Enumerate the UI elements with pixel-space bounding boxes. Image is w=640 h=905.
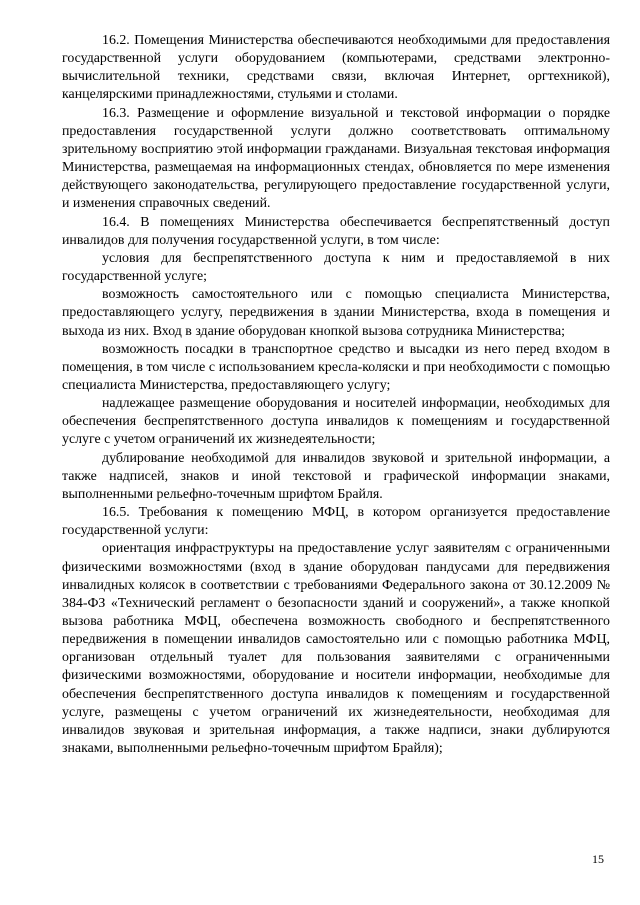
paragraph-16-2: 16.2. Помещения Министерства обеспечиваются необходимыми для предоставления государственной услуги оборудованием (компьютерами, средствами электронно-вычислительной техники, средствами связи, включая Интернет, оргтехникой), канцелярскими принадлежностями, стульями и столами. <box>62 33 610 103</box>
list-item-transport: возможность посадки в транспортное средство и высадки из него перед входом в помещения, в том числе с использованием кресла-коляски и при необходимости с помощью специалиста Министерства, предоставляющего услугу; <box>62 341 610 393</box>
page-number: 15 <box>592 852 604 866</box>
list-item-infrastructure: ориентация инфраструктуры на предоставление услуг заявителям с ограниченными физическими возможностями (вход в здание оборудован пандусами для передвижения инвалидных колясок в соответствии с требованиями Федерального закона от 30.12.2009 № 384-ФЗ «Технический регламент о безопасности зданий и сооружений», а также кнопкой вызова работника МФЦ, обеспечена возможность свободного и беспрепятственного передвижения в помещении инвалидов самостоятельно или с помощью работника МФЦ, организован отдельный туалет для пользования заявителями с ограниченными физическими возможностями, оборудование и носители информации, необходимые для обеспечения беспрепятственного доступа инвалидов к помещениям и государственной услуге, размещены с учетом ограничений их жизнедеятельности, необходимая для инвалидов звуковая и зрительная информация, а также надписи, знаки дублируются знаками, выполненными рельефно-точечным шрифтом Брайля); <box>62 541 610 757</box>
paragraph-16-3: 16.3. Размещение и оформление визуальной и текстовой информации о порядке предоставления государственной услуги должно соответствовать оптимальному зрительному восприятию этой информации гражданами. Визуальная текстовая информация Министерства, размещаемая на информационных стендах, обновляется по мере изменения действующего законодательства, регулирующего предоставление государственной услуги, и изменения справочных сведений. <box>62 105 610 212</box>
paragraph-16-4: 16.4. В помещениях Министерства обеспечивается беспрепятственный доступ инвалидов для получения государственной услуги, в том числе: <box>62 214 610 248</box>
list-item-equipment-placement: надлежащее размещение оборудования и носителей информации, необходимых для обеспечения беспрепятственного доступа инвалидов к помещениям и государственной услуге с учетом ограничений их жизнедеятельности; <box>62 396 610 448</box>
list-item-braille-duplication: дублирование необходимой для инвалидов звуковой и зрительной информации, а также надписей, знаков и иной текстовой и графической информации знаками, выполненными рельефно-точечным шрифтом Брайля. <box>62 450 610 502</box>
list-item-movement: возможность самостоятельного или с помощью специалиста Министерства, предоставляющего услугу, передвижения в здании Министерства, входа в помещения и выхода из них. Вход в здание оборудован кнопкой вызова сотрудника Министерства; <box>62 287 610 339</box>
list-item-access-conditions: условия для беспрепятственного доступа к ним и предоставляемой в них государственной услуге; <box>62 250 610 285</box>
paragraph-16-5: 16.5. Требования к помещению МФЦ, в котором организуется предоставление государственной услуги: <box>62 505 610 539</box>
document-body <box>62 32 610 758</box>
